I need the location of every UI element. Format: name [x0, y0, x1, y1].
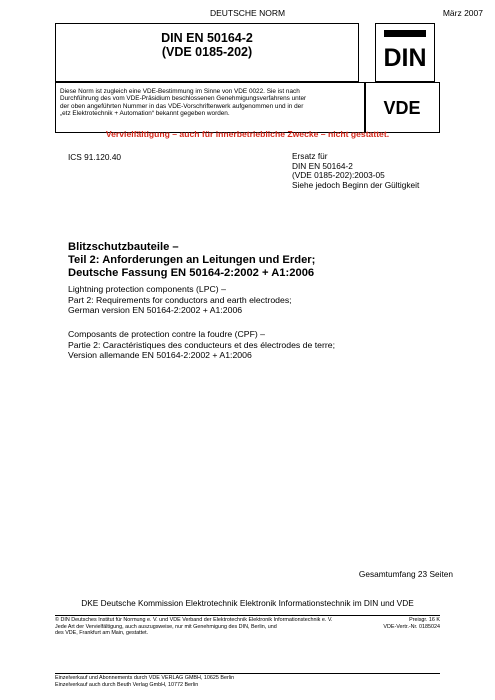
distribution-line: Einzelverkauf auch durch Beuth Verlag GmbH, 10772 Berlin [55, 681, 199, 688]
din-logo-icon [376, 24, 434, 81]
price-line: Preisgr. 16 K [409, 617, 440, 623]
replacement-line: (VDE 0185-202):2003-05 [292, 170, 385, 180]
standard-vde-number-line: (VDE 0185-202) [161, 45, 253, 59]
copy-prohibition-notice: Vervielfältigung – auch für innerbetriebliche Zwecke – nicht gestattet. [105, 129, 390, 139]
distribution-info [55, 673, 440, 688]
ics-code: ICS 91.120.40 [68, 152, 122, 162]
publication-date: März 2007 [442, 8, 483, 18]
vde-note-line: Durchführung des vom VDE-Präsidium beschlossenen Genehmigungsverfahrens unter [60, 95, 307, 103]
total-pages: Gesamtumfang 23 Seiten [358, 569, 453, 579]
copyright-notice [55, 617, 385, 637]
copyright-line: © DIN Deutsches Institut für Normung e. V. und VDE Verband der Elektrotechnik Elektronik Informationstechnik e. V. [55, 617, 333, 623]
french-title [68, 329, 335, 361]
german-title [68, 241, 315, 279]
copyright-line: des VDE, Frankfurt am Main, gestattet. [55, 630, 149, 636]
footer-divider [55, 615, 440, 616]
vde-order-number: VDE-Vertr.-Nr. 0185024 [383, 623, 440, 630]
english-title [68, 284, 292, 316]
standard-number-line: DIN EN 50164-2 [161, 31, 253, 45]
french-title-line: Partie 2: Caractéristiques des conducteurs et des électrodes de terre; [68, 339, 336, 350]
replacement-line: DIN EN 50164-2 [292, 160, 353, 171]
german-title-line: Teil 2: Anforderungen an Leitungen und Erder; [68, 253, 316, 266]
german-title-line: Deutsche Fassung EN 50164-2:2002 + A1:2006 [68, 266, 315, 279]
replacement-line: Siehe jedoch Beginn der Gültigkeit [292, 179, 420, 190]
document-type-header: DEUTSCHE NORM [209, 8, 286, 18]
dke-line: DKE Deutsche Kommission Elektrotechnik Elektronik Informationstechnik im DIN und VDE [81, 598, 414, 608]
english-title-line: Part 2: Requirements for conductors and earth electrodes; [68, 294, 292, 305]
vde-note-line: Diese Norm ist zugleich eine VDE-Bestimmung im Sinne von VDE 0022. Sie ist nach [60, 88, 300, 95]
english-title-line: German version EN 50164-2:2002 + A1:2006 [68, 305, 243, 315]
replacement-line: Ersatz für [292, 151, 328, 161]
din-logo [375, 23, 435, 82]
vde-note-line: „etz Elektrotechnik + Automation“ bekannt gegeben worden. [60, 110, 230, 118]
english-title-line: Lightning protection components (LPC) – [68, 284, 226, 294]
vde-logo [365, 82, 440, 133]
replacement-info [292, 152, 419, 190]
price-group [383, 617, 440, 630]
vde-logo-icon [366, 83, 439, 132]
vde-note-text [60, 88, 360, 118]
german-title-line: Blitzschutzbauteile – [68, 241, 179, 253]
vde-note-line: der oben angeführten Nummer in das VDE-Vorschriftenwerk aufgenommen und in der [60, 102, 304, 110]
french-title-line: Version allemande EN 50164-2:2002 + A1:2006 [68, 350, 252, 360]
vde-logo-text: VDE [383, 98, 421, 118]
distribution-line: Einzelverkauf und Abonnements durch VDE VERLAG GMBH, 10625 Berlin [55, 675, 235, 681]
french-title-line: Composants de protection contre la foudre (CPF) – [68, 329, 266, 339]
standard-number [55, 31, 359, 59]
din-logo-text: DIN [383, 44, 427, 72]
copyright-line: Jede Art der Vervielfältigung, auch auszugsweise, nur mit Genehmigung des DIN, Berlin, und [55, 623, 277, 630]
